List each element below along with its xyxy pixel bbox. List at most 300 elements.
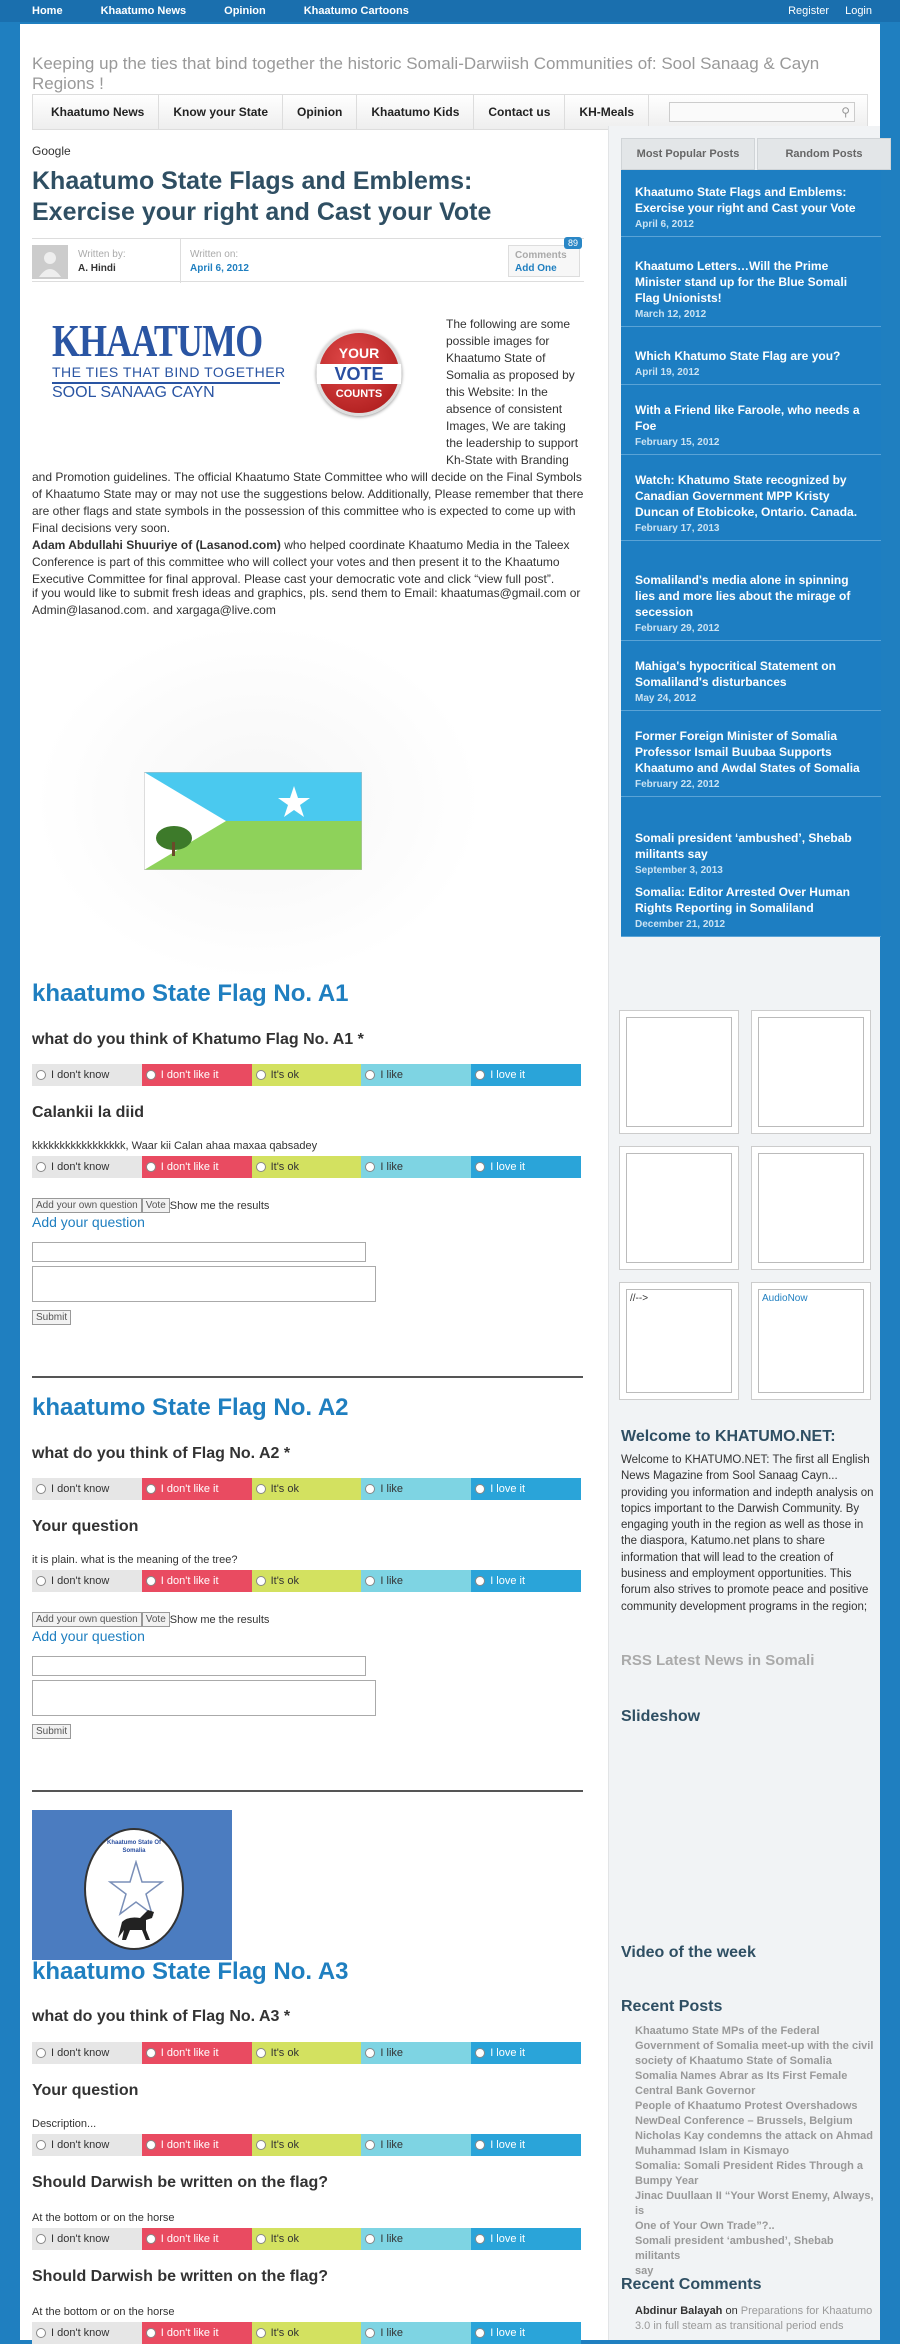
- option-love[interactable]: [471, 2322, 581, 2344]
- radio-button[interactable]: [146, 2234, 156, 2244]
- option-label: I don't know: [51, 2327, 110, 2339]
- popular-post-date: February 29, 2012: [635, 623, 720, 634]
- option-love[interactable]: [471, 1570, 581, 1592]
- page-container: [20, 24, 880, 2340]
- option-love[interactable]: [471, 2134, 581, 2156]
- option-dont-know[interactable]: [32, 2228, 142, 2250]
- radio-button[interactable]: [365, 2140, 375, 2150]
- comments-box[interactable]: [508, 245, 580, 277]
- radio-button[interactable]: [146, 1484, 156, 1494]
- menu-khaatumo-news[interactable]: Khaatumo News: [37, 95, 159, 129]
- popular-post-date: February 15, 2012: [635, 437, 720, 448]
- radio-button[interactable]: [256, 1070, 266, 1080]
- option-label: I don't like it: [160, 1483, 219, 1495]
- recent-post-link[interactable]: Somali president ‘ambushed’, Shebab militants: [635, 2235, 834, 2262]
- top-bar: [0, 0, 900, 22]
- add-own-question-button[interactable]: Add your own question: [32, 1198, 142, 1213]
- flag-a1-question: what do you think of Khatumo Flag No. A1 *: [32, 1031, 364, 1048]
- show-results-link[interactable]: Show me the results: [169, 1199, 270, 1212]
- popular-post-title[interactable]: Mahiga's hypocritical Statement on Somaliland's disturbances: [635, 659, 836, 689]
- popular-post-item[interactable]: [621, 652, 881, 711]
- option-dont-like[interactable]: [142, 2134, 252, 2156]
- popular-post-date: February 22, 2012: [635, 779, 720, 790]
- show-results-link[interactable]: Show me the results: [169, 1613, 270, 1626]
- option-label: I like: [380, 1069, 404, 1081]
- option-label: I love it: [490, 1483, 526, 1495]
- intro-line: Khaatumo State of: [446, 351, 546, 365]
- flag-a3-emblem: [84, 1828, 184, 1950]
- radio-button[interactable]: [146, 2048, 156, 2058]
- option-label: I don't know: [51, 1575, 110, 1587]
- logo-brand: KHAATUMO: [52, 315, 263, 366]
- option-label: I love it: [490, 1069, 526, 1081]
- radio-button[interactable]: [36, 2234, 46, 2244]
- option-like[interactable]: [361, 1156, 471, 1178]
- ad-box[interactable]: [619, 1282, 739, 1400]
- popular-post-item[interactable]: [621, 252, 881, 327]
- sidebar: [608, 126, 880, 2340]
- badge-top-text: YOUR: [338, 345, 380, 361]
- intro-line: this Website: In the: [446, 385, 548, 399]
- radio-button[interactable]: [475, 1576, 485, 1586]
- popular-post-item[interactable]: [621, 566, 881, 641]
- option-label: It's ok: [270, 1483, 299, 1495]
- popular-post-title[interactable]: Which Khatumo State Flag are you?: [635, 349, 841, 363]
- flag-a2-heading[interactable]: khaatumo State Flag No. A2: [32, 1394, 349, 1421]
- intro-line: the leadership to support: [446, 436, 579, 450]
- flag-a3-question: what do you think of Flag No. A3 *: [32, 2008, 291, 2025]
- darwish-question-2: Should Darwish be written on the flag?: [32, 2268, 329, 2285]
- written-by-label: Written by:: [78, 249, 126, 260]
- recent-post-link[interactable]: society of Khaatumo State of Somalia: [635, 2055, 832, 2067]
- popular-post-date: December 21, 2012: [635, 919, 726, 930]
- option-label: I like: [380, 2139, 404, 2151]
- recent-post-link[interactable]: Muhammad Islam in Kismayo: [635, 2145, 790, 2157]
- recent-post-link[interactable]: Government of Somalia meet-up with the civil: [635, 2040, 874, 2052]
- post-title[interactable]: [32, 166, 584, 228]
- option-like[interactable]: [361, 2134, 471, 2156]
- radio-button[interactable]: [36, 1576, 46, 1586]
- option-ok[interactable]: [252, 2228, 362, 2250]
- option-like[interactable]: [361, 1570, 471, 1592]
- ad-box[interactable]: [619, 1146, 739, 1270]
- option-like[interactable]: [361, 2322, 471, 2344]
- vote-button[interactable]: Vote: [142, 1612, 170, 1627]
- radio-button[interactable]: [36, 1484, 46, 1494]
- option-dont-know[interactable]: [32, 2322, 142, 2344]
- badge-bottom-text: COUNTS: [335, 388, 383, 400]
- comment-author[interactable]: Abdinur Balayah: [635, 2305, 723, 2317]
- emblem-text: Khaatumo State Of: [106, 1840, 161, 1846]
- option-love[interactable]: [471, 1478, 581, 1500]
- ad-box[interactable]: [751, 1010, 871, 1134]
- radio-button[interactable]: [475, 2328, 485, 2338]
- menu-khaatumo-kids[interactable]: Khaatumo Kids: [357, 95, 474, 129]
- recent-post-link[interactable]: People of Khaatumo Protest Overshadows: [635, 2100, 858, 2112]
- welcome-line: News Magazine from Sool Sanaag Cayn...: [621, 1470, 838, 1483]
- option-label: I like: [380, 2327, 404, 2339]
- ad-comment-text: //-->: [630, 1293, 649, 1304]
- radio-button[interactable]: [146, 2328, 156, 2338]
- option-dont-know[interactable]: [32, 1156, 142, 1178]
- option-label: I don't like it: [160, 2327, 219, 2339]
- option-label: I like: [380, 2047, 404, 2059]
- popular-post-date: April 6, 2012: [635, 219, 694, 230]
- popular-post-date: September 3, 2013: [635, 865, 723, 876]
- written-on-label: Written on:: [190, 249, 239, 260]
- poll-a2-sub-options: [32, 1570, 581, 1592]
- vote-button[interactable]: Vote: [142, 1198, 170, 1213]
- option-ok[interactable]: [252, 1064, 362, 1086]
- recent-post-link[interactable]: Somalia Names Abrar as Its First Female: [635, 2070, 848, 2082]
- recent-post-link[interactable]: Khaatumo State MPs of the Federal: [635, 2025, 820, 2037]
- option-label: I love it: [490, 2327, 526, 2339]
- radio-button[interactable]: [256, 2140, 266, 2150]
- search-input[interactable]: [669, 102, 855, 122]
- flag-a1-image: [32, 622, 484, 982]
- poll-a3-sub-options: [32, 2134, 581, 2156]
- comment-post-link-cont[interactable]: 3.0 in full steam as transitional period ends: [635, 2320, 844, 2332]
- welcome-line: forum also strives to promote peace and positive: [621, 1584, 869, 1597]
- ad-box[interactable]: [619, 1010, 739, 1134]
- para-line: who helped coordinate Khaatumo Media in the Taleex: [284, 538, 570, 552]
- radio-button[interactable]: [36, 2140, 46, 2150]
- recent-post-link[interactable]: Bumpy Year: [635, 2175, 699, 2187]
- option-like[interactable]: [361, 1064, 471, 1086]
- star-horse-icon: [106, 1860, 166, 1946]
- option-love[interactable]: [471, 2042, 581, 2064]
- welcome-line: the diaspora, Katumo.net plans to share: [621, 1535, 825, 1548]
- sidebar-tabs: [621, 138, 891, 170]
- option-love[interactable]: [471, 1156, 581, 1178]
- popular-post-item[interactable]: [621, 824, 881, 883]
- menu-know-your-state[interactable]: Know your State: [159, 95, 283, 129]
- welcome-line: providing you information and indepth analysis on: [621, 1486, 874, 1499]
- para-line: are other flags and state symbols in the possession of this committee who is expected to come up with: [32, 504, 576, 518]
- flag-a2-subtext: it is plain. what is the meaning of the tree?: [32, 1554, 238, 1566]
- add-own-question-button[interactable]: Add your own question: [32, 1612, 142, 1627]
- welcome-line: Welcome to KHATUMO.NET: The first all English: [621, 1454, 870, 1466]
- radio-button[interactable]: [365, 2048, 375, 2058]
- poll-darwish-2-options: [32, 2322, 581, 2344]
- vote-counts-badge: [316, 330, 402, 416]
- add-comment-link[interactable]: Add One: [515, 263, 557, 274]
- popular-post-title[interactable]: Somalia: Editor Arrested Over Human Rights Reporting in Somaliland: [635, 885, 850, 915]
- popular-post-title[interactable]: Khaatumo State Flags and Emblems: Exercise your right and Cast your Vote: [635, 185, 856, 215]
- recent-post-link[interactable]: Jinac Duullaan II “Your Worst Enemy, Always, is: [635, 2190, 874, 2217]
- radio-button[interactable]: [36, 1162, 46, 1172]
- intro-line: possible images for: [446, 334, 550, 348]
- nav-home-link[interactable]: Home: [32, 5, 63, 17]
- option-label: I don't know: [51, 1483, 110, 1495]
- option-ok[interactable]: [252, 2134, 362, 2156]
- popular-post-item[interactable]: [621, 722, 881, 797]
- poll-a3-options: [32, 2042, 581, 2064]
- recent-post-link[interactable]: Central Bank Governor: [635, 2085, 756, 2097]
- darwish-subtext-2: At the bottom or on the horse: [32, 2306, 175, 2318]
- welcome-text: [621, 1452, 877, 1615]
- option-label: It's ok: [270, 1575, 299, 1587]
- recent-post-link[interactable]: One of Your Own Trade”?..: [635, 2220, 775, 2232]
- para-line: if you would like to submit fresh ideas and graphics, pls. send them to Email: khaatumas@gmail.com or: [32, 586, 581, 600]
- radio-button[interactable]: [146, 1576, 156, 1586]
- recent-comments-heading: Recent Comments: [621, 2276, 762, 2293]
- radio-button[interactable]: [475, 1070, 485, 1080]
- post-title-line1: Khaatumo State Flags and Emblems:: [32, 167, 473, 195]
- option-label: I don't like it: [160, 1069, 219, 1081]
- option-dont-know[interactable]: [32, 2134, 142, 2156]
- option-love[interactable]: [471, 1064, 581, 1086]
- poll-a1-sub-options: [32, 1156, 581, 1178]
- welcome-line: engaging youth in the region as well as those in: [621, 1519, 864, 1532]
- option-label: I like: [380, 2233, 404, 2245]
- popular-post-title[interactable]: Watch: Khatumo State recognized by Canadian Government MPP Kristy Duncan of Etobicoke, Ontario. Canada.: [635, 473, 858, 519]
- tab-most-popular[interactable]: Most Popular Posts: [621, 138, 755, 170]
- search-icon[interactable]: ⚲: [841, 105, 850, 119]
- popular-post-title[interactable]: Somaliland's media alone in spinning lies and more lies about the mirage of secession: [635, 573, 851, 619]
- radio-button[interactable]: [146, 1162, 156, 1172]
- audionow-link[interactable]: AudioNow: [762, 1293, 808, 1304]
- option-like[interactable]: [361, 2228, 471, 2250]
- option-label: I like: [380, 1483, 404, 1495]
- option-label: I love it: [490, 2139, 526, 2151]
- option-dont-know[interactable]: [32, 2042, 142, 2064]
- option-dont-like[interactable]: [142, 2042, 252, 2064]
- main-nav: [32, 94, 868, 130]
- post-title-line2: Exercise your right and Cast your Vote: [32, 198, 492, 226]
- radio-button[interactable]: [256, 2048, 266, 2058]
- option-dont-like[interactable]: [142, 1064, 252, 1086]
- option-dont-like[interactable]: [142, 2322, 252, 2344]
- flag-a1-heading[interactable]: khaatumo State Flag No. A1: [32, 980, 349, 1007]
- add-question-link[interactable]: Add your question: [32, 1628, 145, 1644]
- radio-button[interactable]: [256, 2328, 266, 2338]
- option-ok[interactable]: [252, 1478, 362, 1500]
- para-line: Conference is part of this committee who will collect your votes and then present it to the Khaatumo: [32, 555, 560, 569]
- avatar: [32, 245, 68, 279]
- option-dont-like[interactable]: [142, 1156, 252, 1178]
- popular-post-item[interactable]: [621, 178, 881, 237]
- question-input[interactable]: [32, 1242, 366, 1262]
- emblem-text: Somalia: [122, 1848, 146, 1854]
- question-textarea[interactable]: [32, 1266, 376, 1302]
- radio-button[interactable]: [475, 1162, 485, 1172]
- popular-post-item[interactable]: [621, 878, 881, 937]
- radio-button[interactable]: [475, 2140, 485, 2150]
- question-textarea[interactable]: [32, 1680, 376, 1716]
- option-dont-know[interactable]: [32, 1478, 142, 1500]
- popular-post-item[interactable]: [621, 396, 881, 455]
- nav-khaatumo-news-link[interactable]: Khaatumo News: [100, 5, 187, 17]
- option-dont-know[interactable]: [32, 1064, 142, 1086]
- recent-post-link[interactable]: NewDeal Conference – Brussels, Belgium: [635, 2115, 853, 2127]
- recent-comment-item: [635, 2304, 881, 2334]
- radio-button[interactable]: [256, 2234, 266, 2244]
- rss-latest-news[interactable]: RSS Latest News in Somali: [621, 1652, 815, 1669]
- flag-a2-subquestion: Your question: [32, 1518, 139, 1535]
- option-label: I love it: [490, 2047, 526, 2059]
- radio-button[interactable]: [365, 1070, 375, 1080]
- radio-button[interactable]: [146, 2140, 156, 2150]
- option-dont-like[interactable]: [142, 1478, 252, 1500]
- option-label: It's ok: [270, 2047, 299, 2059]
- popular-post-date: February 17, 2013: [635, 523, 720, 534]
- poll-a1-options: [32, 1064, 581, 1086]
- flag-a1-subtext: kkkkkkkkkkkkkkkkk, Waar kii Calan ahaa maxaa qabsadey: [32, 1140, 318, 1152]
- nav-cartoons-link[interactable]: Khaatumo Cartoons: [303, 5, 409, 17]
- tab-random-posts[interactable]: Random Posts: [757, 138, 891, 170]
- welcome-line: topics important to the Darwish Community. By: [621, 1502, 860, 1515]
- radio-button[interactable]: [365, 1576, 375, 1586]
- radio-button[interactable]: [36, 2328, 46, 2338]
- radio-button[interactable]: [256, 1576, 266, 1586]
- popular-post-item[interactable]: [621, 466, 881, 541]
- option-label: I don't know: [51, 2047, 110, 2059]
- body-paragraph-1: [32, 469, 584, 588]
- post-meta: [32, 238, 584, 282]
- option-ok[interactable]: [252, 2322, 362, 2344]
- option-label: It's ok: [270, 2233, 299, 2245]
- radio-button[interactable]: [146, 1070, 156, 1080]
- logo-line2: SOOL SANAAG CAYN: [52, 382, 280, 402]
- option-label: I don't know: [51, 2233, 110, 2245]
- author-name[interactable]: A. Hindi: [78, 263, 116, 274]
- flag-a3-subquestion: Your question: [32, 2082, 139, 2099]
- ad-box[interactable]: [751, 1282, 871, 1400]
- radio-button[interactable]: [256, 1162, 266, 1172]
- darwish-question-1: Should Darwish be written on the flag?: [32, 2174, 329, 2191]
- poll-darwish-1-options: [32, 2228, 581, 2250]
- option-label: I don't know: [51, 2139, 110, 2151]
- radio-button[interactable]: [475, 2048, 485, 2058]
- para-bold-name: Adam Abdullahi Shuuriye of (Lasanod.com): [32, 538, 281, 552]
- option-label: It's ok: [270, 1069, 299, 1081]
- intro-line: The following are some: [446, 317, 571, 331]
- radio-button[interactable]: [36, 2048, 46, 2058]
- submit-button[interactable]: Submit: [32, 1310, 71, 1325]
- radio-button[interactable]: [365, 1484, 375, 1494]
- option-like[interactable]: [361, 1478, 471, 1500]
- welcome-line: information that will lead to the creation of: [621, 1551, 834, 1564]
- login-link[interactable]: Login: [845, 5, 872, 17]
- divider: [32, 1790, 583, 1792]
- ad-box[interactable]: [751, 1146, 871, 1270]
- radio-button[interactable]: [365, 1162, 375, 1172]
- option-like[interactable]: [361, 2042, 471, 2064]
- poll-a2-actions: [32, 1612, 269, 1627]
- recent-posts-heading: Recent Posts: [621, 1998, 723, 2015]
- register-link[interactable]: Register: [788, 5, 830, 17]
- intro-line: absence of consistent: [446, 402, 563, 416]
- option-label: I love it: [490, 1575, 526, 1587]
- option-label: I don't like it: [160, 2233, 219, 2245]
- badge-mid-text: VOTE: [317, 364, 401, 384]
- intro-line: Somalia as proposed by: [446, 368, 575, 382]
- menu-contact-us[interactable]: Contact us: [474, 95, 565, 129]
- poll-a2-options: [32, 1478, 581, 1500]
- option-ok[interactable]: [252, 1570, 362, 1592]
- khaatumo-logo: [52, 315, 292, 401]
- option-label: I love it: [490, 1161, 526, 1173]
- post-date: April 6, 2012: [190, 263, 249, 274]
- question-input[interactable]: [32, 1656, 366, 1676]
- popular-post-title[interactable]: With a Friend like Faroole, who needs a Foe: [635, 403, 860, 433]
- welcome-line: community development programs in the region;: [621, 1600, 868, 1613]
- popular-post-title[interactable]: Khaatumo Letters…Will the Prime Minister stand up for the Blue Somali Flag Unionists!: [635, 259, 848, 305]
- flag-a3-image: [32, 1810, 232, 1960]
- option-ok[interactable]: [252, 1156, 362, 1178]
- radio-button[interactable]: [475, 1484, 485, 1494]
- popular-post-title[interactable]: Somali president ‘ambushed’, Shebab militants say: [635, 831, 852, 861]
- option-label: I like: [380, 1161, 404, 1173]
- option-dont-like[interactable]: [142, 2228, 252, 2250]
- logo-line1: THE TIES THAT BIND TOGETHER: [52, 364, 286, 380]
- comments-count-badge: 89: [564, 237, 582, 249]
- darwish-subtext-1: At the bottom or on the horse: [32, 2212, 175, 2224]
- nav-opinion-link[interactable]: Opinion: [224, 5, 266, 17]
- site-tagline: Keeping up the ties that bind together the historic Somali-Darwiish Communities of: Sool Sanaag & Cayn Regions !: [32, 54, 820, 93]
- menu-kh-meals[interactable]: KH-Meals: [565, 95, 649, 129]
- option-label: I don't know: [51, 1069, 110, 1081]
- popular-post-date: April 19, 2012: [635, 367, 700, 378]
- google-label: Google: [32, 144, 71, 158]
- radio-button[interactable]: [256, 1484, 266, 1494]
- intro-line: Kh-State with Branding: [446, 453, 569, 467]
- radio-button[interactable]: [36, 1070, 46, 1080]
- popular-post-date: May 24, 2012: [635, 693, 697, 704]
- video-heading: Video of the week: [621, 1944, 756, 1961]
- comments-label: Comments: [515, 250, 567, 261]
- option-love[interactable]: [471, 2228, 581, 2250]
- recent-post-link[interactable]: say: [635, 2265, 654, 2277]
- option-label: I don't like it: [160, 1161, 219, 1173]
- poll-a1-actions: [32, 1198, 269, 1213]
- intro-line: Images, We are taking: [446, 419, 566, 433]
- popular-post-date: March 12, 2012: [635, 309, 707, 320]
- slideshow-heading: Slideshow: [621, 1708, 701, 1725]
- recent-posts-list: [635, 2024, 881, 2279]
- flag-a2-question: what do you think of Flag No. A2 *: [32, 1445, 291, 1462]
- option-ok[interactable]: [252, 2042, 362, 2064]
- comment-post-link[interactable]: Preparations for Khaatumo: [740, 2305, 873, 2317]
- option-label: I don't like it: [160, 1575, 219, 1587]
- flag-a1-graphic: [144, 772, 362, 870]
- option-label: I don't know: [51, 1161, 110, 1173]
- submit-button[interactable]: Submit: [32, 1724, 71, 1739]
- radio-button[interactable]: [365, 2328, 375, 2338]
- option-label: I don't like it: [160, 2139, 219, 2151]
- radio-button[interactable]: [365, 2234, 375, 2244]
- option-label: It's ok: [270, 1161, 299, 1173]
- add-question-link[interactable]: Add your question: [32, 1214, 145, 1230]
- recent-post-link[interactable]: Somalia: Somali President Rides Through a: [635, 2160, 863, 2172]
- welcome-heading: Welcome to KHATUMO.NET:: [621, 1428, 836, 1445]
- option-label: It's ok: [270, 2327, 299, 2339]
- option-dont-know[interactable]: [32, 1570, 142, 1592]
- menu-opinion[interactable]: Opinion: [283, 95, 357, 129]
- popular-post-item[interactable]: [621, 342, 881, 385]
- radio-button[interactable]: [475, 2234, 485, 2244]
- comment-on: on: [725, 2305, 738, 2317]
- option-dont-like[interactable]: [142, 1570, 252, 1592]
- recent-post-link[interactable]: Nicholas Kay condemns the attack on Ahmad: [635, 2130, 873, 2142]
- flag-a3-subtext: Description...: [32, 2118, 97, 2130]
- flag-a3-heading[interactable]: khaatumo State Flag No. A3: [32, 1958, 349, 1985]
- popular-post-title[interactable]: Former Foreign Minister of Somalia Professor Ismail Buubaa Supports Khaatumo and Awdal States of Somalia: [635, 729, 860, 775]
- para-line: and Promotion guidelines. The official Khaatumo State Committee who will decide on the Final Symbols: [32, 470, 582, 484]
- welcome-line: business and employment opportunities. This: [621, 1568, 852, 1581]
- para-line: Admin@lasanod.com. and xargaga@live.com: [32, 603, 276, 617]
